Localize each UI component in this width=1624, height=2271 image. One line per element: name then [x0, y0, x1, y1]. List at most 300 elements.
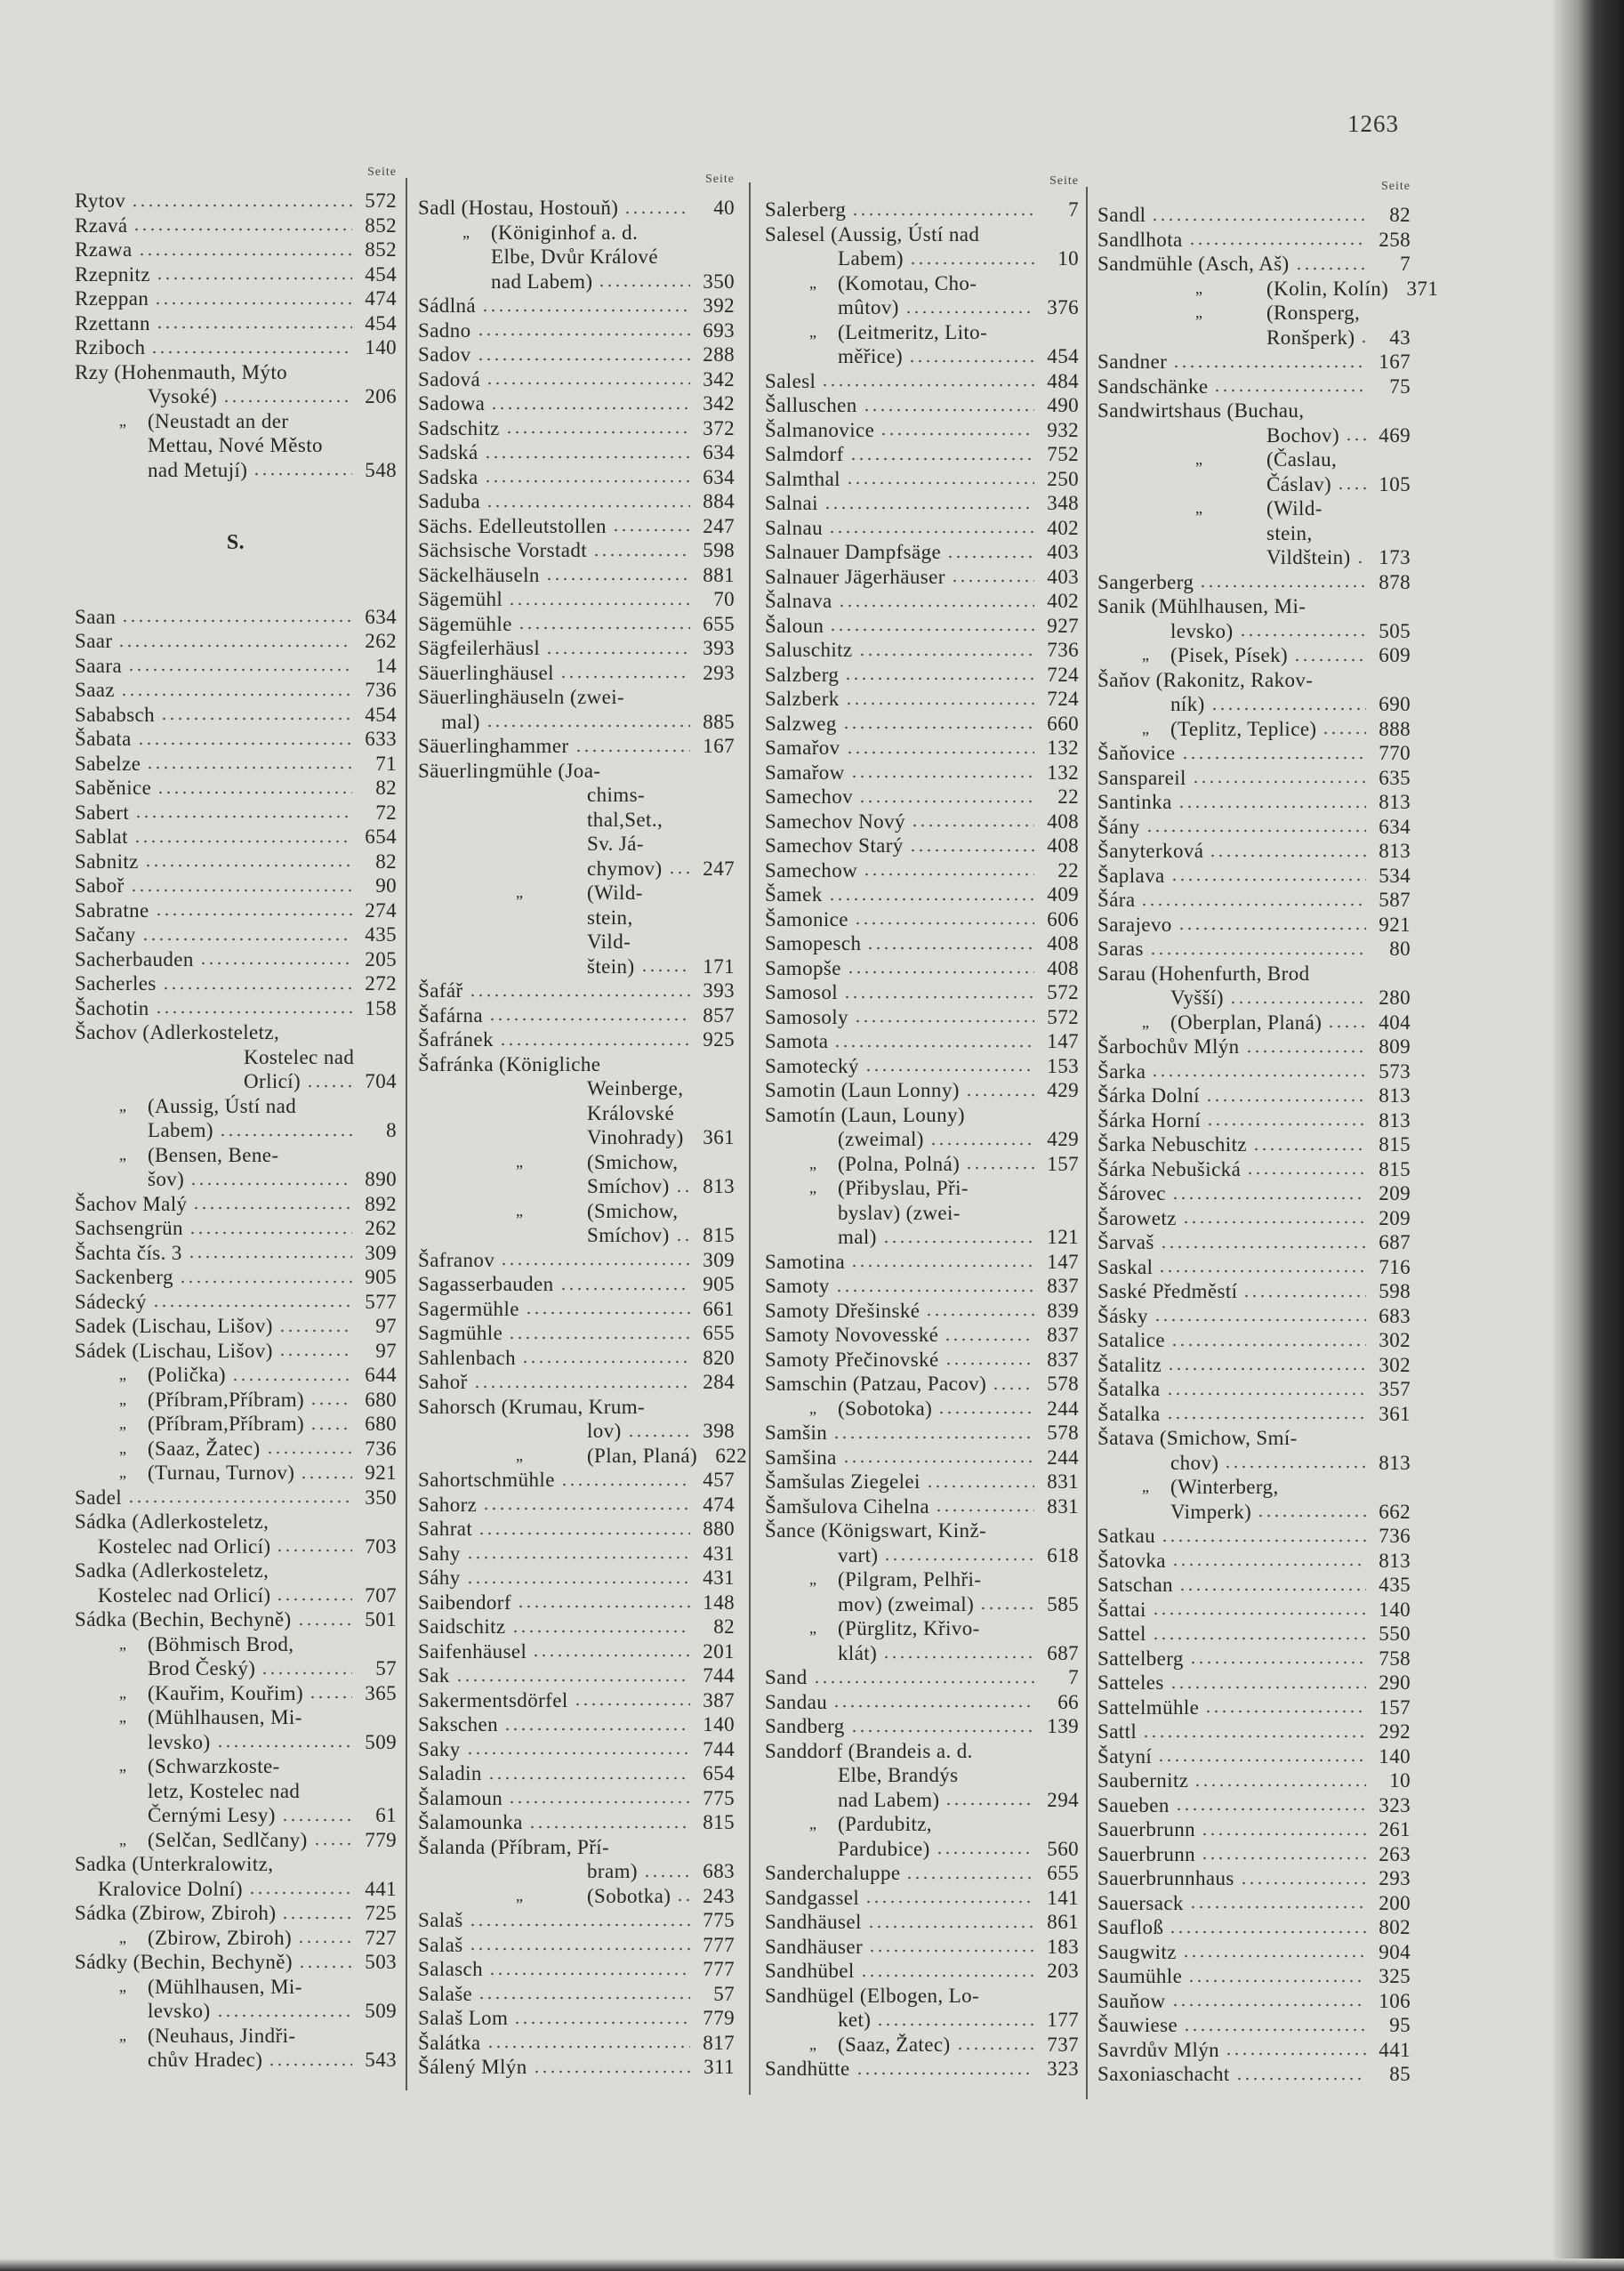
entry-name: Šance (Königswart, Kinž-	[765, 1519, 987, 1542]
index-entry-continuation	[1097, 301, 1411, 326]
ditto-mark: „	[119, 1830, 127, 1848]
dot-leader	[675, 1238, 690, 1242]
index-entry	[1097, 1866, 1411, 1891]
dot-leader	[846, 481, 1034, 485]
entry-name: Saifenhäusel	[418, 1639, 527, 1663]
entry-name: Vysoké)	[148, 385, 218, 407]
index-entry	[418, 1737, 735, 1762]
index-entry	[75, 1314, 397, 1339]
ditto-mark: „	[809, 1815, 817, 1832]
index-entry-continuation	[765, 1592, 1079, 1617]
entry-name: Šány	[1097, 815, 1140, 838]
page-reference: 40	[713, 197, 735, 219]
dot-leader	[689, 1140, 690, 1144]
index-entry	[1097, 1524, 1411, 1549]
index-entry	[418, 1639, 735, 1664]
index-entry-continuation	[1097, 472, 1411, 497]
page-reference: 293	[703, 661, 735, 684]
page-reference: 534	[1379, 864, 1411, 887]
dot-leader	[545, 577, 690, 581]
index-entry	[765, 565, 1079, 590]
entry-name: (Leitmeritz, Lito-	[838, 320, 988, 343]
entry-name: lov)	[587, 1420, 622, 1442]
dot-leader	[297, 1940, 352, 1944]
index-entry-continuation	[765, 1763, 1079, 1788]
page-reference: 372	[703, 416, 735, 439]
page-reference: 878	[1379, 570, 1411, 593]
dot-leader	[545, 651, 690, 655]
page-reference: 105	[1379, 472, 1411, 495]
entry-name: Samoty Novovesské	[765, 1324, 939, 1346]
page-reference: 261	[1379, 1818, 1411, 1840]
index-entry	[418, 1272, 735, 1297]
dot-leader	[1201, 1856, 1366, 1860]
index-entry	[418, 342, 735, 367]
index-entry-continuation	[765, 2033, 1079, 2058]
dot-leader	[1224, 1465, 1366, 1469]
dot-leader	[821, 383, 1034, 387]
entry-name: šov)	[148, 1168, 185, 1190]
dot-leader	[455, 1679, 690, 1682]
entry-name: Salzberg	[765, 663, 840, 686]
index-entry	[418, 1835, 735, 1860]
page-reference: 815	[703, 1224, 735, 1246]
index-entry	[765, 687, 1079, 712]
entry-name: Samopesch	[765, 932, 862, 954]
ditto-mark: „	[809, 1619, 817, 1637]
page-reference: 183	[1047, 1935, 1079, 1958]
page-reference: 408	[1047, 834, 1079, 857]
dot-leader	[117, 644, 352, 648]
index-entry	[765, 1665, 1079, 1690]
index-entry	[75, 996, 397, 1021]
entry-name: Samechov	[765, 785, 854, 808]
entry-name: Saladin	[418, 1762, 482, 1784]
page-reference: 744	[703, 1737, 735, 1760]
dot-leader	[486, 2045, 691, 2049]
entry-name: Rzy (Hohenmauth, Mýto	[75, 360, 288, 383]
dot-leader	[1154, 1318, 1366, 1322]
entry-name: (Saaz, Žatec)	[148, 1437, 261, 1460]
page-reference: 777	[703, 1958, 735, 1980]
entry-name: (Wild-	[1266, 497, 1323, 519]
page-bottom-edge	[0, 2259, 1624, 2271]
page-reference: 311	[703, 2056, 735, 2078]
index-entry-continuation	[1097, 521, 1411, 546]
index-entry	[418, 2006, 735, 2031]
page-reference: 82	[1389, 204, 1411, 226]
page-reference: 244	[1047, 1446, 1079, 1469]
entry-name: Sahlenbach	[418, 1346, 517, 1369]
dot-leader	[1171, 2003, 1366, 2007]
page-reference: 618	[1047, 1543, 1079, 1566]
entry-name: Sattelmühle	[1097, 1695, 1200, 1719]
entry-name: Samoty	[765, 1275, 830, 1297]
page-reference: 323	[1379, 1793, 1411, 1816]
entry-name: Šabata	[75, 728, 132, 750]
page-reference: 606	[1047, 907, 1079, 930]
page-reference: 932	[1047, 418, 1079, 441]
index-entry	[418, 538, 735, 563]
dot-leader	[854, 1019, 1034, 1023]
blank-line	[75, 482, 397, 507]
index-entry-continuation	[765, 344, 1079, 369]
entry-name: Sauerbrunnhaus	[1097, 1867, 1234, 1889]
dot-leader	[478, 1532, 690, 1535]
index-entry	[418, 661, 735, 686]
index-entry	[1097, 668, 1411, 693]
index-entry	[75, 238, 397, 262]
page-reference: 90	[375, 874, 397, 897]
index-entry	[418, 2055, 735, 2080]
index-entry-continuation	[765, 1543, 1079, 1568]
dot-leader	[1327, 1025, 1366, 1028]
index-entry	[1097, 203, 1411, 228]
entry-name: Sadowa	[418, 392, 486, 415]
entry-name: Sačany	[75, 923, 136, 946]
page-reference: 72	[375, 801, 397, 824]
page-reference: 716	[1379, 1255, 1411, 1278]
dot-leader	[469, 1923, 690, 1927]
dot-leader	[860, 1974, 1034, 1977]
dot-leader	[867, 1925, 1034, 1929]
index-entry	[765, 467, 1079, 492]
ditto-mark: „	[119, 1096, 127, 1115]
index-entry	[1097, 1817, 1411, 1842]
dot-leader	[965, 1166, 1034, 1170]
dot-leader	[866, 946, 1034, 950]
index-entry	[75, 605, 397, 630]
index-entry	[75, 1192, 397, 1217]
dot-leader	[864, 1900, 1034, 1904]
page-reference: 323	[1047, 2058, 1079, 2080]
index-entry	[75, 286, 397, 311]
dot-leader	[850, 1729, 1034, 1733]
index-entry-continuation	[765, 1176, 1079, 1201]
page-reference: 809	[1379, 1035, 1411, 1058]
entry-name: Sadka (Unterkralowitz,	[75, 1853, 274, 1875]
dot-leader	[155, 1011, 352, 1014]
page-reference: 361	[703, 1126, 735, 1148]
index-entry-continuation	[765, 1567, 1079, 1592]
index-entry	[1097, 228, 1411, 253]
page-reference: 543	[365, 2049, 397, 2071]
dot-leader	[882, 1655, 1034, 1659]
dot-leader	[484, 479, 690, 483]
entry-name: Královské	[587, 1101, 675, 1124]
entry-name: (Saaz, Žatec)	[838, 2033, 951, 2056]
entry-name: Saskal	[1097, 1255, 1154, 1278]
page-reference: 703	[365, 1534, 397, 1558]
dot-leader	[1167, 1367, 1366, 1371]
entry-name: Samšin	[765, 1421, 828, 1444]
dot-leader	[832, 1436, 1034, 1439]
index-column-3	[765, 174, 1079, 2082]
dot-leader	[842, 726, 1034, 729]
page-reference: 509	[365, 1730, 397, 1753]
page-reference: 244	[1047, 1397, 1079, 1420]
dot-leader	[1171, 1196, 1366, 1200]
dot-leader	[216, 1744, 352, 1748]
page-reference: 262	[365, 630, 397, 652]
page-reference: 7	[1068, 198, 1079, 221]
dot-leader	[281, 1818, 352, 1822]
page-reference: 454	[365, 262, 397, 286]
page-reference: 167	[703, 735, 735, 757]
dot-leader	[154, 302, 352, 305]
dot-leader	[488, 1972, 690, 1976]
ditto-mark: „	[809, 1398, 817, 1417]
index-entry	[418, 1982, 735, 2007]
dot-leader	[1182, 1220, 1366, 1224]
index-entry-continuation	[765, 1127, 1079, 1152]
dot-leader	[926, 1485, 1034, 1488]
index-entry	[418, 1712, 735, 1737]
dot-leader	[518, 626, 690, 630]
index-entry	[75, 1510, 397, 1534]
dot-leader	[979, 1607, 1034, 1610]
page-reference: 644	[365, 1364, 397, 1386]
entry-name: (Časlau,	[1266, 448, 1338, 471]
index-entry	[765, 1054, 1079, 1079]
page-reference: 43	[1389, 326, 1411, 349]
entry-name: Sagmühle	[418, 1322, 503, 1344]
dot-leader	[909, 262, 1034, 265]
index-entry-continuation	[1097, 423, 1411, 448]
page-reference: 661	[703, 1297, 735, 1320]
page-reference: 292	[1379, 1720, 1411, 1743]
dot-leader	[192, 1206, 352, 1210]
dot-leader	[1246, 1172, 1366, 1175]
page-reference: 655	[703, 612, 735, 635]
entry-name: (Příbram,Příbram)	[148, 1413, 305, 1435]
page-reference: 132	[1047, 761, 1079, 784]
index-entry	[765, 1446, 1079, 1470]
index-entry	[75, 801, 397, 825]
entry-name: (Teplitz, Teplice)	[1170, 717, 1317, 740]
entry-name: štein)	[587, 954, 635, 978]
index-entry	[75, 654, 397, 679]
entry-name: Samschin (Patzau, Pacov)	[765, 1373, 987, 1395]
entry-name: nad Labem)	[491, 270, 593, 293]
index-entry	[418, 1395, 735, 1420]
page-reference: 831	[1047, 1470, 1079, 1493]
index-entry	[765, 1959, 1079, 1984]
dot-leader	[1152, 1612, 1366, 1615]
entry-name: Šalmanovice	[765, 418, 875, 441]
index-entry	[1097, 1083, 1411, 1108]
page-reference: 484	[1047, 369, 1079, 392]
page-reference: 85	[1389, 2063, 1411, 2085]
entry-name: Labem)	[838, 247, 904, 270]
index-entry	[765, 1005, 1079, 1030]
entry-name: Šalnava	[765, 590, 832, 612]
index-entry	[418, 1957, 735, 1982]
page-reference: 813	[1379, 1084, 1411, 1107]
index-entry	[75, 825, 397, 850]
index-entry	[765, 1494, 1079, 1519]
page-reference: 880	[703, 1518, 735, 1540]
entry-name: (zweimal)	[838, 1128, 924, 1150]
entry-name: Rzeppan	[75, 287, 149, 310]
index-entry	[75, 1486, 397, 1510]
index-entry-continuation	[75, 1143, 397, 1168]
index-entry-continuation	[1097, 545, 1411, 570]
dot-leader	[828, 530, 1034, 534]
dot-leader	[1360, 340, 1366, 343]
index-entry	[765, 1348, 1079, 1373]
entry-name: Šamonice	[765, 907, 848, 930]
index-entry	[75, 678, 397, 703]
dot-leader	[1152, 1637, 1366, 1640]
page-reference: 404	[1379, 1011, 1411, 1034]
entry-name: Sádky (Bechin, Bechyně)	[75, 1951, 293, 1973]
dot-leader	[1170, 1343, 1366, 1347]
index-entry	[1097, 1181, 1411, 1206]
dot-leader	[1337, 487, 1366, 490]
index-entry	[418, 1810, 735, 1835]
page-reference: 309	[703, 1248, 735, 1271]
column-divider	[406, 178, 407, 2090]
entry-name: (Pisek, Písek)	[1170, 644, 1289, 666]
index-entry	[418, 440, 735, 465]
entry-name: Saské Předměstí	[1097, 1280, 1238, 1302]
entry-name: Šalanda (Příbram, Pří-	[418, 1835, 610, 1858]
dot-leader	[253, 472, 352, 476]
page-reference: 387	[703, 1688, 735, 1711]
entry-name: Sadská	[418, 441, 478, 463]
ditto-mark: „	[1195, 499, 1203, 517]
ditto-mark: „	[119, 1757, 127, 1775]
entry-name: Šachov Malý	[75, 1192, 188, 1215]
index-entry-continuation	[75, 2024, 397, 2049]
blank-line	[75, 580, 397, 605]
entry-name: letz, Kostelec nad	[148, 1779, 301, 1802]
dot-leader	[1169, 1930, 1366, 1934]
index-entry	[418, 1003, 735, 1028]
dot-leader	[876, 2023, 1034, 2026]
entry-name: Saufloß	[1097, 1916, 1164, 1938]
index-entry	[1097, 1647, 1411, 1671]
index-entry	[418, 759, 735, 784]
dot-leader	[1210, 707, 1366, 711]
entry-name: Säuerlinghäuseln (zwei-	[418, 686, 625, 708]
page-reference: 904	[1379, 1940, 1411, 1963]
entry-name: mal)	[441, 710, 480, 733]
index-entry-continuation	[1097, 277, 1439, 302]
entry-name: Vyšší)	[1170, 987, 1224, 1009]
entry-name: Šachotin	[75, 996, 149, 1019]
page-reference: 350	[703, 270, 735, 293]
dot-leader	[1171, 1563, 1366, 1566]
entry-name: Šárka Nebušická	[1097, 1157, 1242, 1180]
page-reference: 885	[703, 710, 735, 733]
dot-leader	[1146, 829, 1366, 833]
entry-name: Rzettann	[75, 311, 150, 334]
index-entry	[765, 1714, 1079, 1739]
index-entry	[75, 262, 397, 287]
page-reference: 80	[1389, 938, 1411, 960]
dot-leader	[276, 1549, 352, 1552]
entry-name: Sáhy	[418, 1566, 461, 1589]
dot-leader	[575, 749, 690, 753]
entry-name: Salzweg	[765, 712, 837, 735]
entry-name: Šarvaš	[1097, 1231, 1154, 1253]
index-entry	[75, 752, 397, 777]
page-reference: 820	[703, 1346, 735, 1369]
index-entry	[418, 685, 735, 710]
page-reference: 690	[1379, 693, 1411, 715]
entry-name: Säuerlinghammer	[418, 735, 569, 757]
index-entry	[75, 213, 397, 238]
index-entry	[75, 1020, 397, 1045]
entry-name: Černými Lesy)	[148, 1804, 276, 1826]
page-reference: 205	[365, 947, 397, 970]
index-entry	[418, 1493, 735, 1518]
index-entry	[75, 703, 397, 728]
page-reference: 392	[703, 294, 735, 317]
page-reference: 457	[703, 1469, 735, 1491]
dot-leader	[511, 1630, 690, 1633]
page-reference: 779	[703, 2007, 735, 2029]
entry-name: Elbe, Dvůr Králové	[491, 246, 658, 268]
page-reference: 839	[1047, 1299, 1079, 1322]
dot-leader	[466, 1581, 690, 1584]
entry-name: Sahortschmühle	[418, 1469, 555, 1491]
dot-leader	[310, 1427, 352, 1430]
dot-leader	[992, 1387, 1034, 1390]
entry-name: Satschan	[1097, 1574, 1173, 1596]
page-reference: 250	[1047, 467, 1079, 490]
page-reference: 201	[703, 1639, 735, 1663]
page-reference: 288	[703, 343, 735, 366]
dot-leader	[856, 2072, 1034, 2075]
index-entry	[1097, 839, 1411, 864]
entry-name: (Kolin, Kolín)	[1266, 277, 1389, 300]
ditto-mark: „	[119, 1683, 127, 1702]
dot-leader	[1235, 2077, 1366, 2081]
dot-leader	[1183, 2028, 1366, 2032]
dot-leader	[832, 1704, 1034, 1708]
page-reference: 693	[703, 318, 735, 342]
entry-name: Salzberk	[765, 688, 840, 710]
page-reference: 815	[1379, 1133, 1411, 1156]
index-entry	[765, 614, 1079, 639]
entry-name: Sauerbrunn	[1097, 1818, 1196, 1840]
dot-leader	[266, 1451, 352, 1454]
dot-leader	[845, 702, 1034, 705]
index-entry	[765, 442, 1079, 467]
ditto-mark: „	[119, 1365, 127, 1383]
entry-name: (Smichow,	[587, 1199, 679, 1222]
index-entry	[1097, 1426, 1411, 1451]
page-reference: 634	[365, 605, 397, 628]
entry-name: Vinohrady)	[587, 1126, 684, 1148]
index-entry	[418, 1052, 735, 1077]
entry-name: Šárovec	[1097, 1182, 1166, 1204]
dot-leader	[486, 504, 690, 508]
dot-leader	[508, 1800, 690, 1804]
index-entry	[1097, 1035, 1411, 1059]
dot-leader	[880, 432, 1034, 436]
index-entry	[75, 360, 397, 385]
dot-leader	[1194, 1784, 1366, 1787]
index-entry-continuation	[765, 246, 1079, 271]
index-entry-continuation	[418, 1223, 735, 1248]
entry-name: Šalamoun	[418, 1786, 503, 1809]
entry-name: Mettau, Nové Město	[148, 434, 323, 456]
dot-leader	[1213, 389, 1366, 392]
